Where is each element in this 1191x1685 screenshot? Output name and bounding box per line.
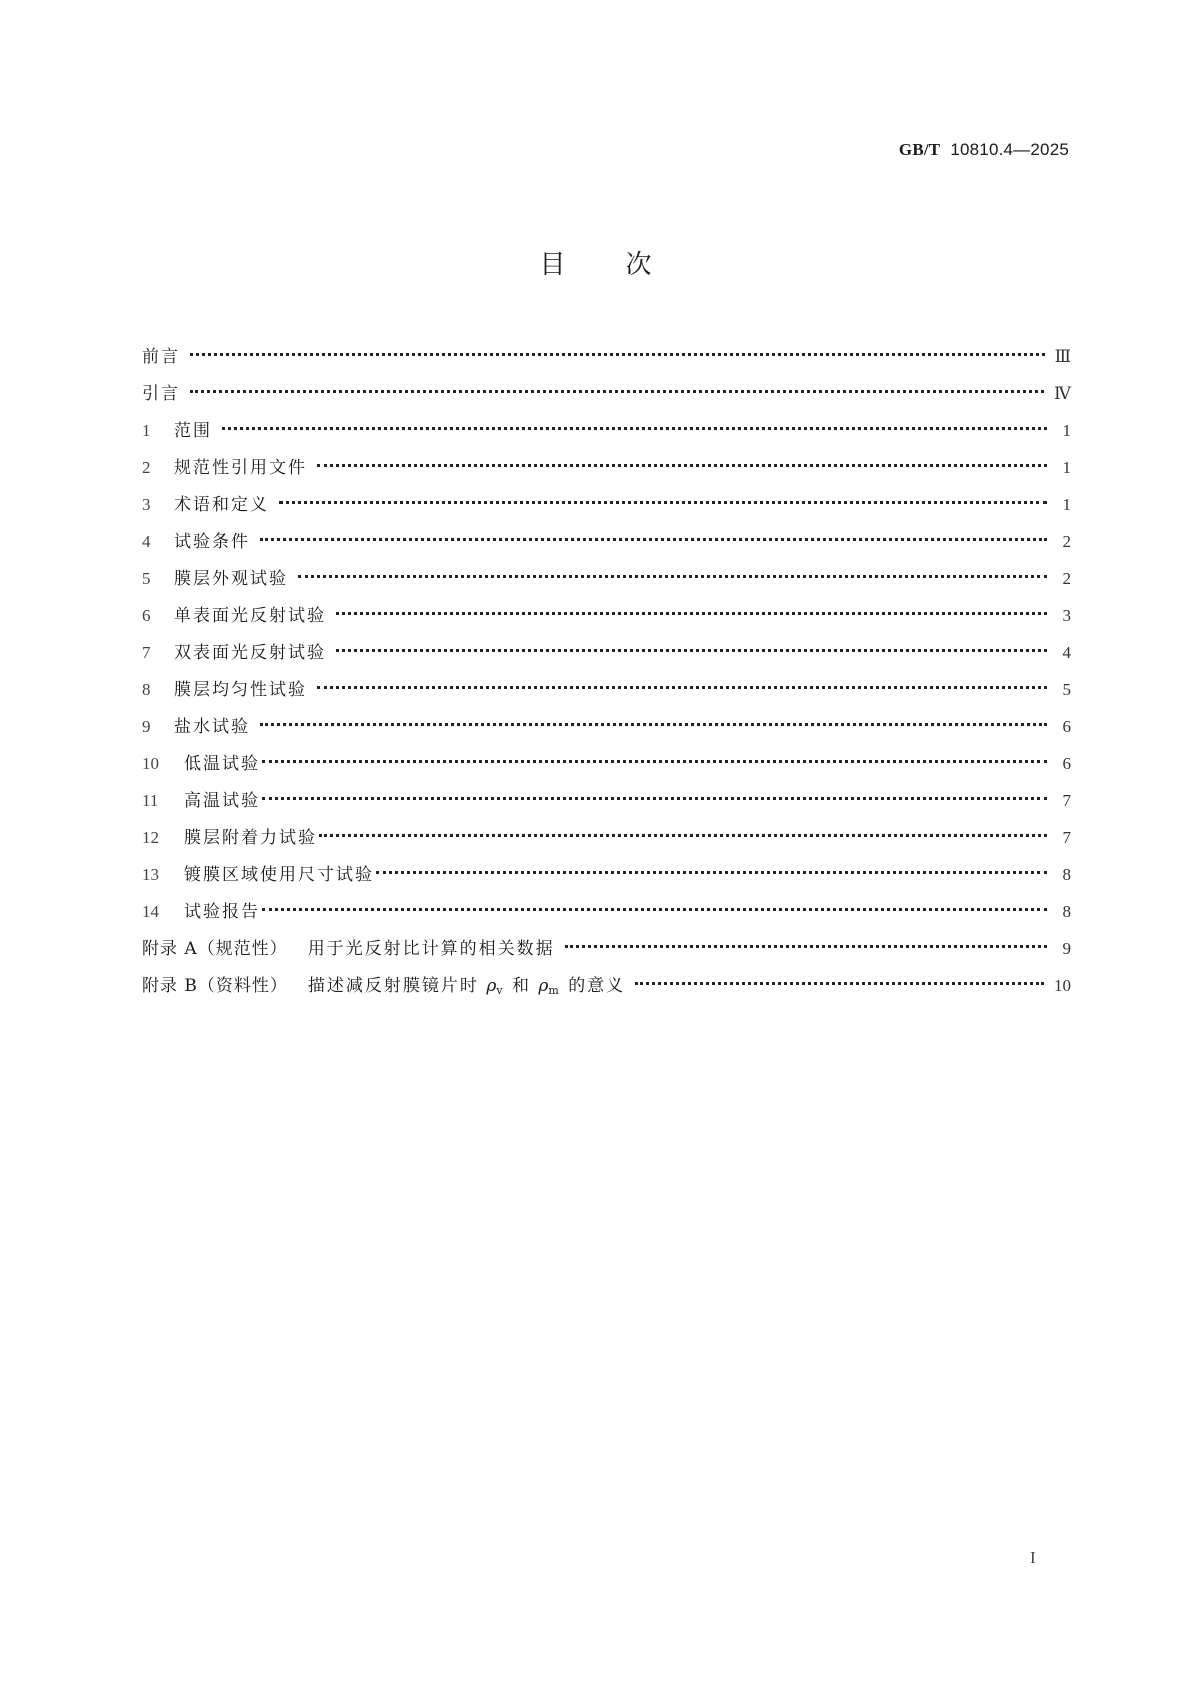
dot-leader bbox=[317, 447, 1047, 467]
toc-page: 2 bbox=[1062, 532, 1071, 551]
dot-leader bbox=[317, 669, 1047, 689]
toc-entry-4[interactable] bbox=[142, 523, 1071, 560]
dot-leader bbox=[190, 373, 1044, 393]
toc-label: 引言 bbox=[142, 384, 180, 404]
toc-page: 1 bbox=[1062, 458, 1071, 477]
dot-leader bbox=[260, 521, 1047, 541]
toc-number: 14 bbox=[142, 902, 159, 921]
dot-leader bbox=[260, 706, 1047, 726]
toc-entry-2[interactable] bbox=[142, 449, 1071, 486]
toc-page: 6 bbox=[1062, 717, 1071, 736]
toc-page: 7 bbox=[1062, 791, 1071, 810]
dot-leader bbox=[190, 336, 1045, 356]
toc-label: 范围 bbox=[174, 421, 212, 441]
toc-label: 单表面光反射试验 bbox=[174, 606, 326, 626]
toc-entry-8[interactable] bbox=[142, 671, 1071, 708]
toc-entry-14[interactable] bbox=[142, 893, 1071, 930]
toc-label: 试验条件 bbox=[174, 532, 250, 552]
toc-number: 7 bbox=[142, 643, 151, 662]
toc-page: 2 bbox=[1062, 569, 1071, 588]
annex-prefix: 附录 A（规范性） bbox=[142, 939, 288, 959]
toc-label: 镀膜区域使用尺寸试验 bbox=[184, 865, 374, 885]
standard-code bbox=[899, 140, 1069, 160]
toc-entry-11[interactable] bbox=[142, 782, 1071, 819]
toc-page: 3 bbox=[1062, 606, 1071, 625]
dot-leader bbox=[376, 854, 1047, 874]
subscript-v: v bbox=[496, 984, 505, 997]
title-char-2: 次 bbox=[625, 250, 652, 280]
toc-number: 12 bbox=[142, 828, 159, 847]
page-number: I bbox=[1030, 1548, 1036, 1567]
toc-label: 试验报告 bbox=[184, 902, 260, 922]
label-text: 的意义 bbox=[568, 976, 626, 996]
dot-leader bbox=[262, 780, 1047, 800]
toc-number: 4 bbox=[142, 532, 151, 551]
dot-leader bbox=[336, 595, 1047, 615]
toc-label: 高温试验 bbox=[184, 791, 260, 811]
toc-label: 前言 bbox=[142, 347, 180, 367]
table-of-contents bbox=[142, 338, 1071, 1004]
toc-page: Ⅳ bbox=[1054, 384, 1071, 403]
dot-leader bbox=[262, 743, 1047, 763]
toc-number: 13 bbox=[142, 865, 159, 884]
rho-symbol: ρ bbox=[538, 976, 549, 996]
dot-leader bbox=[336, 632, 1047, 652]
toc-entry-6[interactable] bbox=[142, 597, 1071, 634]
title-char-1: 目 bbox=[539, 250, 566, 280]
standard-number: 10810.4—2025 bbox=[950, 140, 1069, 159]
dot-leader bbox=[262, 891, 1047, 911]
page-title bbox=[0, 244, 1191, 281]
toc-entry-annex-a[interactable] bbox=[142, 930, 1071, 967]
label-and: 和 bbox=[511, 976, 531, 996]
toc-label: 膜层附着力试验 bbox=[184, 828, 317, 848]
toc-label bbox=[308, 968, 625, 1009]
toc-label: 膜层均匀性试验 bbox=[174, 680, 307, 700]
toc-number: 2 bbox=[142, 458, 151, 477]
toc-number: 9 bbox=[142, 717, 151, 736]
toc-page: 7 bbox=[1062, 828, 1071, 847]
toc-page: 8 bbox=[1062, 865, 1071, 884]
toc-entry-10[interactable] bbox=[142, 745, 1071, 782]
toc-page: 1 bbox=[1062, 421, 1071, 440]
toc-entry-annex-b[interactable] bbox=[142, 967, 1071, 1004]
toc-label: 低温试验 bbox=[184, 754, 260, 774]
toc-label: 术语和定义 bbox=[174, 495, 269, 515]
toc-page: 6 bbox=[1062, 754, 1071, 773]
toc-number: 11 bbox=[142, 791, 159, 810]
toc-page: 9 bbox=[1062, 939, 1071, 958]
toc-label: 膜层外观试验 bbox=[174, 569, 288, 589]
toc-entry-introduction[interactable] bbox=[142, 375, 1071, 412]
dot-leader bbox=[279, 484, 1047, 504]
toc-number: 1 bbox=[142, 421, 151, 440]
toc-label: 用于光反射比计算的相关数据 bbox=[307, 939, 555, 959]
toc-number: 5 bbox=[142, 569, 151, 588]
toc-entry-12[interactable] bbox=[142, 819, 1071, 856]
toc-entry-5[interactable] bbox=[142, 560, 1071, 597]
label-text: 描述减反射膜镜片时 bbox=[307, 976, 479, 996]
toc-page: 10 bbox=[1054, 976, 1071, 995]
toc-page: 4 bbox=[1062, 643, 1071, 662]
toc-label: 盐水试验 bbox=[174, 717, 250, 737]
dot-leader bbox=[635, 965, 1044, 985]
dot-leader bbox=[222, 410, 1047, 430]
toc-entry-7[interactable] bbox=[142, 634, 1071, 671]
toc-label: 双表面光反射试验 bbox=[174, 643, 326, 663]
toc-entry-1[interactable] bbox=[142, 412, 1071, 449]
toc-number: 3 bbox=[142, 495, 151, 514]
toc-page: 8 bbox=[1062, 902, 1071, 921]
toc-entry-13[interactable] bbox=[142, 856, 1071, 893]
toc-number: 10 bbox=[142, 754, 159, 773]
toc-entry-foreword[interactable] bbox=[142, 338, 1071, 375]
dot-leader bbox=[319, 817, 1047, 837]
subscript-m: m bbox=[548, 984, 561, 997]
standard-prefix: GB/T bbox=[898, 140, 941, 159]
toc-number: 6 bbox=[142, 606, 151, 625]
toc-page: 1 bbox=[1062, 495, 1071, 514]
annex-prefix: 附录 B（资料性） bbox=[142, 976, 288, 996]
toc-page: Ⅲ bbox=[1054, 347, 1071, 366]
dot-leader bbox=[298, 558, 1047, 578]
toc-entry-9[interactable] bbox=[142, 708, 1071, 745]
dot-leader bbox=[565, 928, 1047, 948]
rho-symbol: ρ bbox=[486, 976, 497, 996]
toc-page: 5 bbox=[1062, 680, 1071, 699]
toc-entry-3[interactable] bbox=[142, 486, 1071, 523]
toc-number: 8 bbox=[142, 680, 151, 699]
toc-label: 规范性引用文件 bbox=[174, 458, 307, 478]
